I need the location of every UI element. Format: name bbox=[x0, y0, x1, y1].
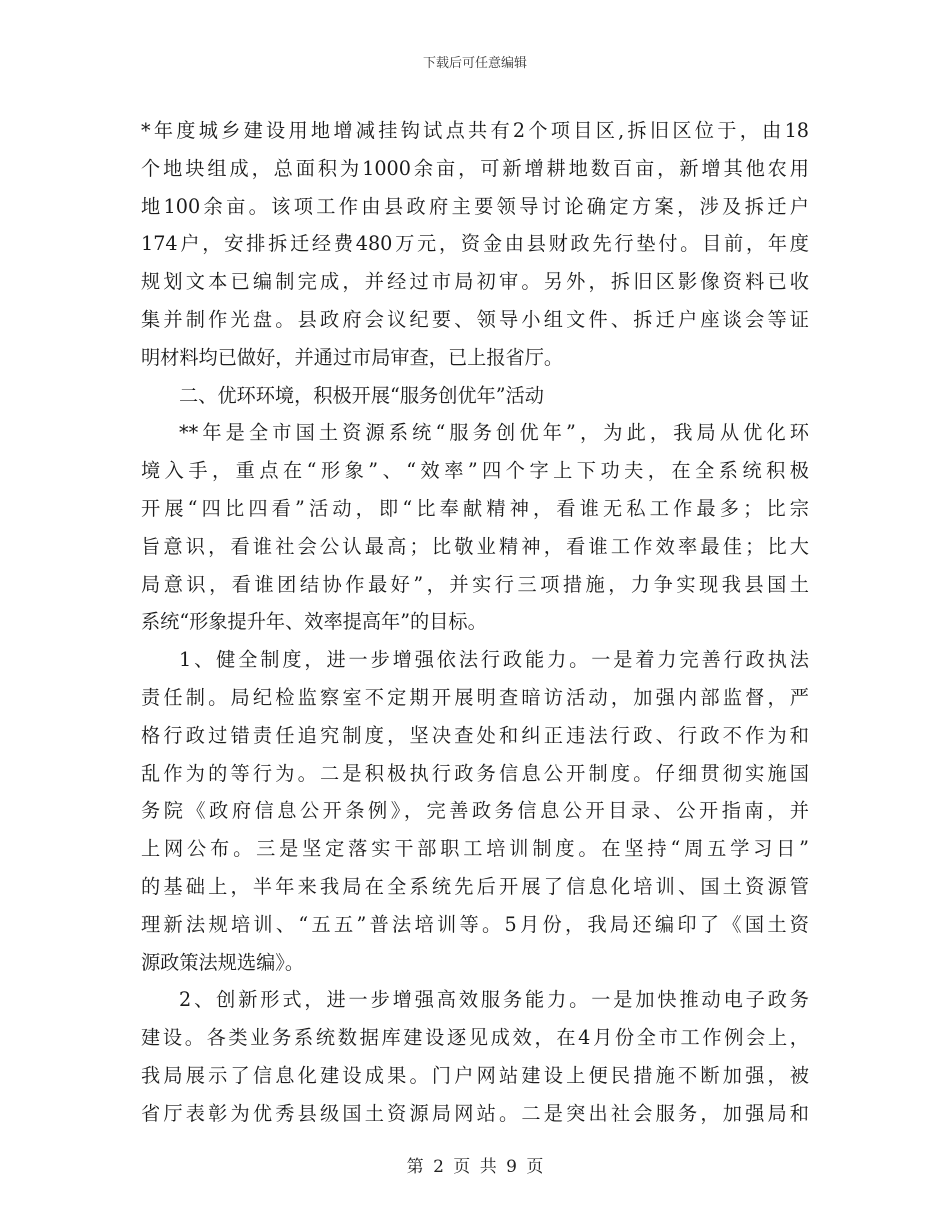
text-line: 局意识，看谁团结协作最好”，并实行三项措施，力争实现我县国土 bbox=[141, 572, 809, 596]
text-line: 系统“形象提升年、效率提高年”的目标。 bbox=[141, 610, 487, 634]
text-line: 开展“四比四看”活动，即“比奉献精神，看谁无私工作最多；比宗 bbox=[141, 496, 809, 520]
page-footer: 第 2 页 共 9 页 bbox=[406, 1157, 544, 1177]
text-line: 个地块组成，总面积为1000余亩，可新增耕地数百亩，新增其他农用 bbox=[141, 156, 809, 180]
text-line: 的基础上，半年来我局在全系统先后开展了信息化培训、国土资源管 bbox=[141, 874, 809, 898]
text-line: 174户，安排拆迁经费480万元，资金由县财政先行垫付。目前，年度 bbox=[141, 232, 809, 256]
text-line: 规划文本已编制完成，并经过市局初审。另外，拆旧区影像资料已收 bbox=[141, 270, 809, 294]
text-line: 旨意识，看谁社会公认最高；比敬业精神，看谁工作效率最佳；比大 bbox=[141, 534, 809, 558]
text-line: 境入手，重点在“形象”、“效率”四个字上下功夫，在全系统积极 bbox=[141, 459, 809, 483]
text-line: 明材料均已做好，并通过市局审查，已上报省厅。 bbox=[141, 345, 564, 369]
text-line: 源政策法规选编》。 bbox=[141, 950, 305, 974]
document-body bbox=[141, 112, 809, 1133]
text-line: *年度城乡建设用地增减挂钩试点共有2个项目区,拆旧区位于，由18 bbox=[141, 119, 809, 142]
text-line: 责任制。局纪检监察室不定期开展明查暗访活动，加强内部监督，严 bbox=[141, 685, 809, 709]
text-line: 2、创新形式，进一步增强高效服务能力。一是加快推动电子政务 bbox=[179, 988, 809, 1012]
text-line: 乱作为的等行为。二是积极执行政务信息公开制度。仔细贯彻实施国 bbox=[141, 761, 809, 785]
text-line: 务院《政府信息公开条例》，完善政务信息公开目录、公开指南，并 bbox=[141, 799, 809, 823]
text-line: 省厅表彰为优秀县级国土资源局网站。二是突出社会服务，加强局和 bbox=[141, 1101, 809, 1125]
text-line: 我局展示了信息化建设成果。门户网站建设上便民措施不断加强，被 bbox=[141, 1063, 809, 1087]
text-line: **年是全市国土资源系统“服务创优年”，为此，我局从优化环 bbox=[179, 421, 809, 445]
text-line: 理新法规培训、“五五”普法培训等。5月份，我局还编印了《国土资 bbox=[141, 912, 809, 936]
text-line: 格行政过错责任追究制度，坚决查处和纠正违法行政、行政不作为和 bbox=[141, 723, 809, 747]
text-line: 1、健全制度，进一步增强依法行政能力。一是着力完善行政执法 bbox=[179, 648, 809, 672]
text-line: 地100余亩。该项工作由县政府主要领导讨论确定方案，涉及拆迁户 bbox=[141, 194, 809, 218]
text-line: 上网公布。三是坚定落实干部职工培训制度。在坚持“周五学习日” bbox=[141, 837, 809, 861]
section-heading: 二、优环环境，积极开展“服务创优年”活动 bbox=[179, 383, 544, 407]
page-header: 下载后可任意编辑 bbox=[422, 56, 527, 71]
text-line: 集并制作光盘。县政府会议纪要、领导小组文件、拆迁户座谈会等证 bbox=[141, 307, 809, 331]
text-line: 建设。各类业务系统数据库建设逐见成效，在4月份全市工作例会上， bbox=[141, 1026, 809, 1050]
